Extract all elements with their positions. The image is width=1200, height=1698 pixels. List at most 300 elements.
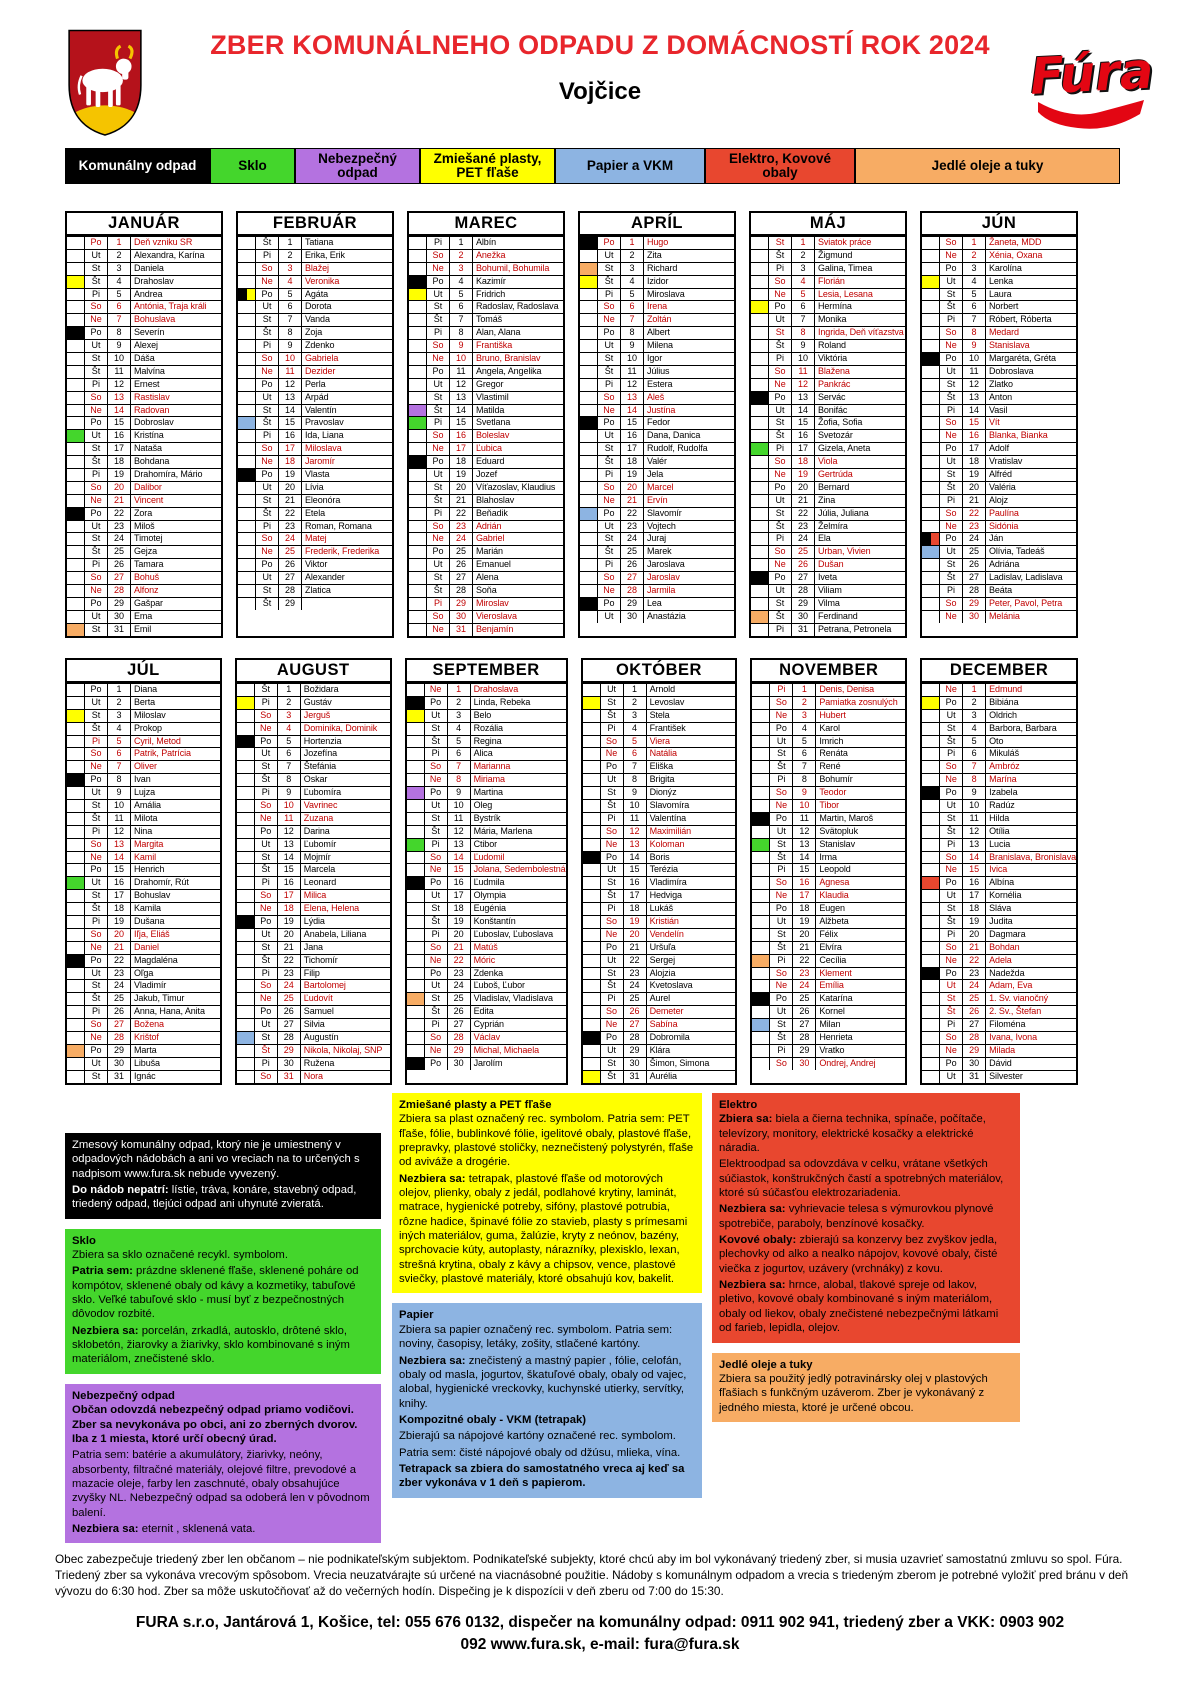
name-day: Maximilián xyxy=(649,825,692,836)
day-marker-cell xyxy=(583,1045,601,1057)
day-row xyxy=(67,429,221,442)
day-row xyxy=(583,992,736,1005)
collection-marker-K xyxy=(67,955,84,967)
name-day: Tamara xyxy=(134,559,164,570)
day-marker-cell xyxy=(237,1019,255,1031)
day-of-week: Pi xyxy=(85,826,108,838)
day-number: 14 xyxy=(108,405,131,417)
day-of-week: Ut xyxy=(255,1019,278,1031)
day-row xyxy=(237,928,390,941)
name-day: Mikuláš xyxy=(989,748,1019,759)
day-number: 19 xyxy=(792,469,815,481)
day-of-week: Ut xyxy=(85,968,108,980)
name-day: Zdenka xyxy=(473,967,504,978)
name-day: Ernest xyxy=(134,378,160,389)
day-marker-cell xyxy=(583,710,601,722)
day-row xyxy=(922,992,1076,1005)
day-of-week: So xyxy=(601,826,624,838)
name-day: Alojzia xyxy=(649,967,676,978)
name-day: Ľudomil xyxy=(473,851,505,862)
day-of-week: Po xyxy=(769,301,792,313)
info-paragraph: Zbiera sa: biela a čierna technika, spínače, počítače, televízory, monitory, elektrické kosačky a elektrické náradia. xyxy=(719,1113,986,1155)
name-day: Zita xyxy=(647,249,662,260)
day-row xyxy=(922,339,1076,352)
day-number: 11 xyxy=(963,366,986,378)
day-of-week: Ne xyxy=(256,366,279,378)
day-number: 25 xyxy=(450,546,473,558)
day-of-week: So xyxy=(769,546,792,558)
name-day: Dana, Danica xyxy=(647,430,701,441)
name-day: Valentína xyxy=(649,812,687,823)
legend-item: Papier a VKM xyxy=(555,148,705,184)
month-name: APRÍL xyxy=(580,213,734,236)
day-number: 4 xyxy=(963,276,986,288)
collection-marker-V xyxy=(237,1032,254,1044)
day-of-week: St xyxy=(601,1058,624,1070)
info-paragraph-lead: Patria sem: xyxy=(72,1265,133,1278)
day-of-week: Po xyxy=(769,572,792,584)
day-of-week: Ut xyxy=(255,929,278,941)
name-day: Alexandra, Karína xyxy=(134,249,205,260)
day-marker-cell xyxy=(67,761,85,773)
collection-marker-P xyxy=(237,697,254,709)
day-number: 24 xyxy=(963,980,986,992)
day-marker-cell xyxy=(237,1058,255,1070)
day-of-week: Po xyxy=(85,684,108,696)
name-day: Vladislav, Vladislava xyxy=(473,993,553,1004)
day-number: 16 xyxy=(621,430,644,442)
day-row xyxy=(752,1044,905,1057)
name-day: Oleg xyxy=(473,800,493,811)
collection-marker-K xyxy=(580,598,597,610)
day-number: 1 xyxy=(793,684,816,696)
day-row xyxy=(752,1005,905,1018)
day-row xyxy=(580,571,734,584)
day-number: 11 xyxy=(621,366,644,378)
name-day: Izidor xyxy=(647,275,669,286)
day-number: 9 xyxy=(108,787,131,799)
day-of-week: St xyxy=(256,495,279,507)
day-marker-cell xyxy=(67,993,85,1005)
collection-marker-K xyxy=(922,353,939,365)
collection-marker-K xyxy=(752,813,769,825)
collection-marker-K xyxy=(407,1058,424,1070)
name-day: Ľubica xyxy=(476,443,502,454)
day-number: 6 xyxy=(621,301,644,313)
day-row xyxy=(922,1057,1076,1070)
day-marker-cell xyxy=(580,598,598,610)
day-of-week: Št xyxy=(427,495,450,507)
name-day: Slavomír xyxy=(647,507,682,518)
name-day: Marek xyxy=(647,546,672,557)
name-day: Dagmara xyxy=(989,928,1026,939)
name-day: Zlatica xyxy=(305,585,331,596)
day-row xyxy=(583,683,736,696)
day-marker-cell xyxy=(580,495,598,507)
day-row xyxy=(237,722,390,735)
day-of-week: Pi xyxy=(598,289,621,301)
day-marker-cell xyxy=(409,533,427,545)
day-row xyxy=(751,365,905,378)
day-marker-cell xyxy=(922,469,940,481)
collection-marker-P xyxy=(922,276,939,288)
day-of-week: St xyxy=(770,748,793,760)
day-number: 16 xyxy=(963,877,986,889)
name-day: Anna, Hana, Anita xyxy=(134,1006,205,1017)
day-marker-cell xyxy=(407,1032,425,1044)
month-name: AUGUST xyxy=(237,660,390,683)
day-number: 11 xyxy=(279,366,302,378)
day-number: 19 xyxy=(450,469,473,481)
name-day: Timotej xyxy=(134,533,163,544)
day-marker-cell xyxy=(409,572,427,584)
name-day: Žofia, Sofia xyxy=(818,417,863,428)
name-day: Richard xyxy=(647,262,678,273)
day-number: 25 xyxy=(621,546,644,558)
day-of-week: Št xyxy=(940,301,963,313)
name-day: Karol xyxy=(819,722,840,733)
day-row xyxy=(238,558,392,571)
collection-marker-K xyxy=(583,852,600,864)
day-row xyxy=(238,326,392,339)
day-marker-cell xyxy=(751,585,769,597)
coat-of-arms xyxy=(66,26,144,138)
day-row xyxy=(237,1057,390,1070)
month-table xyxy=(407,211,565,638)
day-marker-cell xyxy=(751,533,769,545)
day-marker-cell xyxy=(922,826,940,838)
info-paragraph-lead: Kovové obaly: xyxy=(719,1234,797,1247)
collection-marker-N xyxy=(407,787,424,799)
name-day: Tichomír xyxy=(303,954,338,965)
name-day: Teodor xyxy=(819,787,847,798)
name-day: Jarolím xyxy=(473,1057,503,1068)
day-row xyxy=(237,1044,390,1057)
day-of-week: So xyxy=(770,787,793,799)
day-marker-cell xyxy=(407,993,425,1005)
name-day: Gabriela xyxy=(305,353,339,364)
name-day: Kvetoslava xyxy=(649,980,693,991)
komunalny-odpad-info xyxy=(65,1133,381,1219)
day-row xyxy=(409,494,563,507)
day-of-week: Ut xyxy=(598,521,621,533)
day-number: 29 xyxy=(793,1045,816,1057)
day-number: 18 xyxy=(279,456,302,468)
day-number: 8 xyxy=(108,327,131,339)
day-row xyxy=(922,876,1076,889)
day-number: 4 xyxy=(278,723,301,735)
day-number: 29 xyxy=(448,1045,471,1057)
day-row xyxy=(922,429,1076,442)
day-of-week: Po xyxy=(85,237,108,249)
day-number: 30 xyxy=(793,1058,816,1070)
name-day: Cyprián xyxy=(473,1019,504,1030)
day-row xyxy=(67,623,221,636)
day-of-week: Ne xyxy=(598,585,621,597)
info-block-title: Nebezpečný odpad xyxy=(72,1389,175,1402)
day-marker-cell xyxy=(237,748,255,760)
day-row xyxy=(580,352,734,365)
day-of-week: Po xyxy=(255,1006,278,1018)
day-marker-cell xyxy=(238,572,256,584)
month-table xyxy=(235,658,392,1085)
day-row xyxy=(751,468,905,481)
day-of-week: Št xyxy=(85,456,108,468)
day-row xyxy=(409,326,563,339)
day-number: 20 xyxy=(624,929,647,941)
day-marker-cell xyxy=(751,250,769,262)
day-row xyxy=(238,532,392,545)
day-row xyxy=(409,481,563,494)
day-row xyxy=(583,722,736,735)
day-row xyxy=(238,339,392,352)
day-marker-cell xyxy=(580,379,598,391)
day-marker-cell xyxy=(751,598,769,610)
day-number: 26 xyxy=(963,559,986,571)
day-marker-cell xyxy=(922,993,940,1005)
day-number: 19 xyxy=(621,469,644,481)
day-row xyxy=(237,851,390,864)
day-of-week: Pi xyxy=(769,353,792,365)
day-marker-cell xyxy=(67,417,85,429)
day-of-week: Št xyxy=(940,482,963,494)
day-marker-cell xyxy=(67,276,85,288)
info-paragraph: Nezbiera sa: eternit , sklenená vata. xyxy=(72,1522,256,1535)
name-day: Vilma xyxy=(818,597,840,608)
day-number: 10 xyxy=(793,800,816,812)
name-day: Rudolf, Rudolfa xyxy=(647,443,708,454)
day-of-week: Pi xyxy=(769,624,792,636)
day-row xyxy=(67,378,221,391)
day-of-week: Po xyxy=(85,1045,108,1057)
name-day: Arnold xyxy=(649,684,675,694)
day-row xyxy=(751,532,905,545)
name-day: Ľudmila xyxy=(473,877,505,888)
day-of-week: So xyxy=(256,263,279,275)
day-number: 23 xyxy=(963,521,986,533)
day-number: 25 xyxy=(279,546,302,558)
name-day: Radoslav, Radoslava xyxy=(476,301,559,312)
info-paragraph: Nezbiera sa: hrnce, alobal, tlakové spreje od lakov, pletivo, kovové obaly kombinované s iným materiálom, obaly od liekov, obaly znečistené nebezpečnými látkami od farieb, lepidla, olejov. xyxy=(719,1279,999,1335)
day-of-week: Ut xyxy=(601,684,624,696)
day-of-week: St xyxy=(769,417,792,429)
name-day: Vlasta xyxy=(305,469,330,480)
collection-marker-K xyxy=(237,736,254,748)
day-number: 29 xyxy=(624,1045,647,1057)
name-day: Filoména xyxy=(989,1019,1026,1030)
name-day: Kamila xyxy=(134,903,161,914)
day-marker-cell xyxy=(407,916,425,928)
name-day: Galina, Timea xyxy=(818,262,873,273)
day-of-week: Pi xyxy=(769,533,792,545)
day-marker-cell xyxy=(922,942,940,954)
name-day: Marcel xyxy=(647,481,674,492)
day-number: 8 xyxy=(793,774,816,786)
day-row xyxy=(237,838,390,851)
name-day: Ivana, Ivona xyxy=(989,1032,1037,1043)
day-row xyxy=(67,288,221,301)
info-paragraph-lead: Do nádob nepatrí: xyxy=(72,1184,169,1197)
day-of-week: So xyxy=(85,748,108,760)
collection-marker-K xyxy=(922,968,939,980)
day-of-week: Ne xyxy=(940,521,963,533)
day-number: 11 xyxy=(793,813,816,825)
day-of-week: Ut xyxy=(256,301,279,313)
day-marker-cell xyxy=(67,508,85,520)
day-of-week: Ne xyxy=(85,1032,108,1044)
day-number: 4 xyxy=(108,276,131,288)
day-row xyxy=(580,481,734,494)
name-day: Libuša xyxy=(134,1057,160,1068)
name-day: Petrana, Petronela xyxy=(818,623,892,634)
day-row xyxy=(407,812,566,825)
info-paragraph: Kompozitné obaly - VKM (tetrapak) xyxy=(399,1413,587,1426)
day-marker-cell xyxy=(67,327,85,339)
day-marker-cell xyxy=(752,864,770,876)
day-of-week: Št xyxy=(769,521,792,533)
day-marker-cell xyxy=(580,430,598,442)
day-number: 3 xyxy=(448,710,471,722)
name-day: Magdaléna xyxy=(134,954,178,965)
day-of-week: St xyxy=(85,890,108,902)
name-day: Frederik, Frederika xyxy=(305,546,380,557)
info-paragraph: Tetrapack sa zbiera do samostatného vreca aj keď sa zber vykonáva v 1 deň s papierom. xyxy=(399,1462,685,1490)
day-of-week: Po xyxy=(598,327,621,339)
day-row xyxy=(751,391,905,404)
day-of-week: Ut xyxy=(427,559,450,571)
day-row xyxy=(67,532,221,545)
collection-marker-K xyxy=(751,572,768,584)
name-day: Silvia xyxy=(303,1019,325,1030)
collection-marker-K xyxy=(67,508,84,520)
day-of-week: Po xyxy=(770,903,793,915)
day-of-week: Ut xyxy=(940,276,963,288)
day-of-week: So xyxy=(255,710,278,722)
day-row xyxy=(67,1018,220,1031)
day-of-week: So xyxy=(940,942,963,954)
collection-marker-P xyxy=(67,710,84,722)
day-number: 25 xyxy=(278,993,301,1005)
name-day: Blanka, Bianka xyxy=(989,430,1048,441)
name-day: Aleš xyxy=(647,391,665,402)
day-of-week: Ut xyxy=(425,890,448,902)
day-row xyxy=(922,610,1076,623)
day-of-week: Pi xyxy=(427,417,450,429)
day-marker-cell xyxy=(237,800,255,812)
day-marker-cell xyxy=(922,598,940,610)
name-day: Darina xyxy=(303,825,330,836)
day-number: 1 xyxy=(621,237,644,249)
day-row xyxy=(238,429,392,442)
day-number: 30 xyxy=(621,611,644,623)
day-of-week: Pi xyxy=(598,379,621,391)
day-marker-cell xyxy=(751,495,769,507)
day-row xyxy=(238,416,392,429)
day-marker-cell xyxy=(580,301,598,313)
info-block-title: Zmiešané plasty a PET fľaše xyxy=(399,1099,552,1111)
day-of-week: Ne xyxy=(255,813,278,825)
month-table xyxy=(236,211,394,638)
day-row xyxy=(922,889,1076,902)
day-row xyxy=(67,902,220,915)
day-marker-cell xyxy=(580,417,598,429)
day-of-week: Ut xyxy=(85,250,108,262)
day-marker-cell xyxy=(751,301,769,313)
name-day: Daniela xyxy=(134,262,164,273)
day-number: 11 xyxy=(108,813,131,825)
name-day: Edmund xyxy=(989,684,1023,694)
name-day: Alfonz xyxy=(134,585,159,596)
day-row xyxy=(237,696,390,709)
day-row xyxy=(922,249,1076,262)
day-marker-cell xyxy=(67,813,85,825)
day-number: 31 xyxy=(450,624,473,636)
day-of-week: Ne xyxy=(770,800,793,812)
name-day: Viktor xyxy=(305,559,328,570)
day-marker-cell xyxy=(752,955,770,967)
day-of-week: St xyxy=(427,301,450,313)
day-number: 4 xyxy=(450,276,473,288)
day-of-week: Pi xyxy=(85,559,108,571)
collection-marker-K xyxy=(409,276,426,288)
day-number: 3 xyxy=(624,710,647,722)
day-row xyxy=(751,481,905,494)
name-day: Hugo xyxy=(647,237,669,247)
day-of-week: St xyxy=(255,1032,278,1044)
name-day: Želmíra xyxy=(818,520,848,531)
day-number: 15 xyxy=(448,864,471,876)
day-number: 22 xyxy=(963,508,986,520)
day-marker-cell xyxy=(238,443,256,455)
name-day: Božidara xyxy=(303,684,339,694)
day-of-week: Po xyxy=(770,813,793,825)
day-number: 15 xyxy=(793,864,816,876)
info-paragraph: Zmesový komunálny odpad, ktorý nie je umiestnený v odpadových nádobách a ani vo vreciach na to určených s nadpisom www.fura.sk nebude vyvezený. xyxy=(72,1139,360,1180)
day-of-week: Po xyxy=(85,598,108,610)
day-marker-cell xyxy=(238,521,256,533)
day-marker-cell xyxy=(922,761,940,773)
name-day: Denis, Denisa xyxy=(819,684,875,694)
day-row xyxy=(751,507,905,520)
day-of-week: Ne xyxy=(425,955,448,967)
day-marker-cell xyxy=(67,559,85,571)
day-number: 5 xyxy=(963,736,986,748)
collection-marker-S xyxy=(409,417,426,429)
day-number: 15 xyxy=(621,417,644,429)
day-number: 10 xyxy=(963,800,986,812)
day-number: 1 xyxy=(448,684,471,696)
day-of-week: So xyxy=(940,761,963,773)
day-row xyxy=(922,365,1076,378)
day-marker-cell xyxy=(583,968,601,980)
day-marker-cell xyxy=(922,405,940,417)
name-day: Kornel xyxy=(819,1006,845,1017)
day-marker-cell xyxy=(580,263,598,275)
day-number: 26 xyxy=(792,559,815,571)
day-marker-cell xyxy=(580,572,598,584)
day-marker-cell xyxy=(751,366,769,378)
day-number: 21 xyxy=(963,495,986,507)
day-of-week: Pi xyxy=(601,723,624,735)
day-of-week: Po xyxy=(601,1032,624,1044)
name-day: Slavomíra xyxy=(649,800,690,811)
day-number: 2 xyxy=(963,250,986,262)
day-row xyxy=(752,722,905,735)
day-of-week: Po xyxy=(85,508,108,520)
day-row xyxy=(922,584,1076,597)
day-marker-cell xyxy=(583,916,601,928)
name-day: Dušan xyxy=(818,559,844,570)
